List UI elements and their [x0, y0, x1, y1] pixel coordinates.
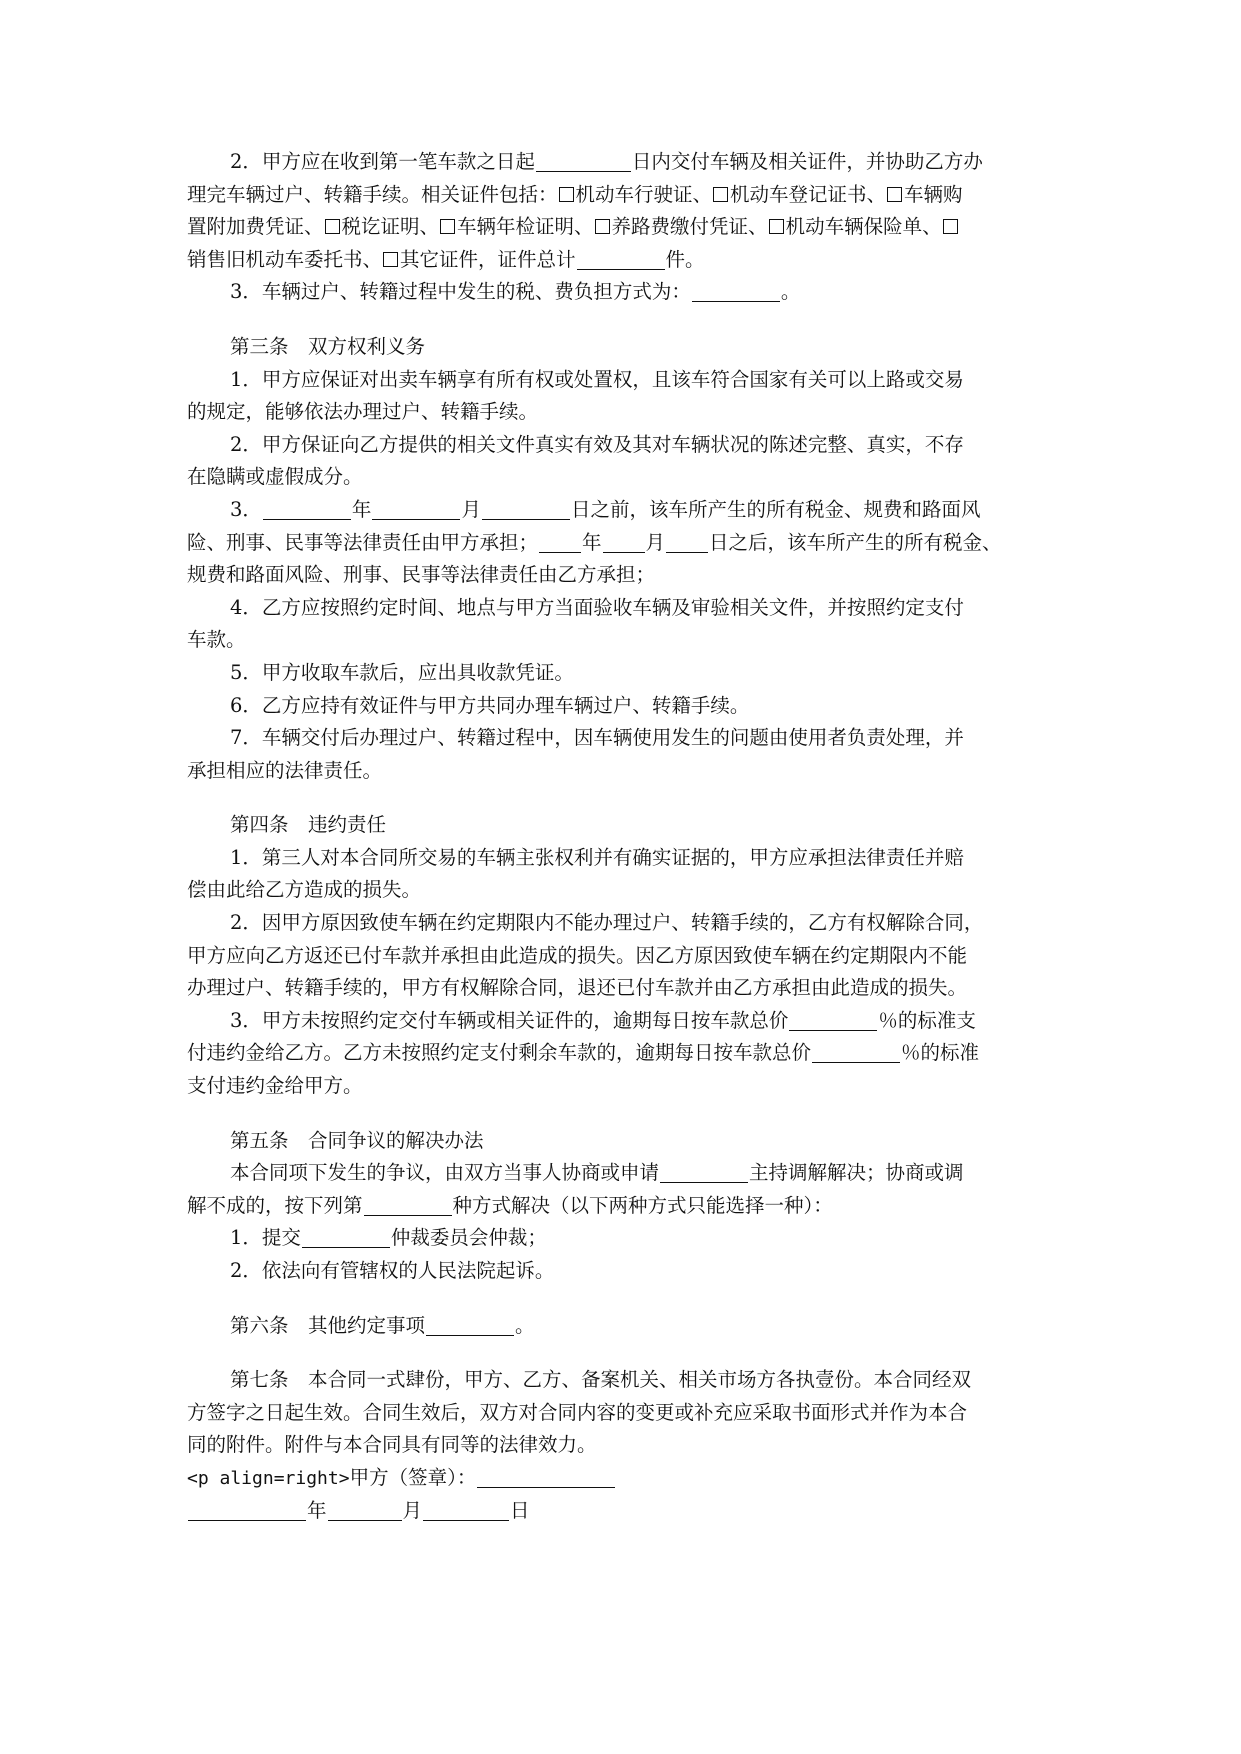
checkbox-purchase-tax[interactable] — [887, 187, 902, 202]
blank-year-2[interactable] — [539, 530, 581, 553]
clause-text: 1．提交 — [230, 1226, 301, 1250]
article-7-line2: 方签字之日起生效。合同生效后，双方对合同内容的变更或补充应采取书面形式并作为本合 — [187, 1400, 968, 1424]
clause-4-2-line2: 甲方应向乙方返还已付车款并承担由此造成的损失。因乙方原因致使车辆在约定期限内不能 — [187, 943, 968, 967]
clause-text: 年 — [351, 497, 372, 521]
checkbox-registration-cert[interactable] — [713, 187, 728, 202]
clause-2-2-line3 — [187, 211, 1057, 244]
blank-sign-day[interactable] — [423, 1498, 509, 1521]
checkbox-tax-cert[interactable] — [325, 219, 340, 234]
article-7-line3: 同的附件。附件与本合同具有同等的法律效力。 — [187, 1433, 597, 1457]
clause-text: 2．甲方应在收到第一笔车款之日起 — [230, 150, 535, 173]
clause-4-1-line1: 1．第三人对本合同所交易的车辆主张权利并有确实证据的，甲方应承担法律责任并赔 — [230, 845, 964, 869]
article-6 — [187, 1310, 1057, 1343]
blank-method-number[interactable] — [364, 1193, 452, 1216]
doc-label: 税讫证明、 — [341, 215, 440, 239]
clause-text: 第六条 其他约定事项 — [230, 1313, 426, 1337]
blank-penalty-rate-a[interactable] — [789, 1008, 877, 1031]
date-label: 月 — [402, 1498, 423, 1522]
clause-3-3-line3: 规费和路面风险、刑事、民事等法律责任由乙方承担； — [187, 563, 656, 587]
clause-text: 件。 — [665, 247, 705, 271]
clause-text: 解不成的，按下列第 — [187, 1193, 363, 1217]
clause-3-2-line1: 2．甲方保证向乙方提供的相关文件真实有效及其对车辆状况的陈述完整、真实，不存 — [230, 432, 964, 456]
clause-text: 日之前，该车所产生的所有税金、规费和路面风 — [570, 497, 981, 521]
doc-label: 机动车行驶证、 — [575, 182, 713, 206]
clause-5-option1 — [187, 1222, 1057, 1255]
clause-4-1-line2: 偿由此给乙方造成的损失。 — [187, 878, 422, 902]
clause-2-2-line2 — [187, 179, 1057, 212]
clause-3-6: 6．乙方应持有效证件与甲方共同办理车辆过户、转籍手续。 — [230, 693, 750, 717]
clause-3-3-line1 — [187, 494, 1057, 527]
clause-5-line1 — [187, 1157, 1057, 1190]
clause-text: 。 — [780, 280, 801, 304]
clause-text: 3．车辆过户、转籍过程中发生的税、费负担方式为： — [230, 280, 691, 304]
doc-label: 机动车登记证书、 — [730, 182, 887, 206]
clause-text: 月 — [461, 497, 481, 521]
clause-3-1-line1: 1．甲方应保证对出卖车辆享有所有权或处置权，且该车符合国家有关可以上路或交易 — [230, 367, 964, 391]
clause-text: 日之后，该车所产生的所有税金、 — [709, 530, 1002, 554]
blank-penalty-rate-b[interactable] — [812, 1040, 900, 1063]
blank-tax-method[interactable] — [692, 279, 780, 302]
clause-3-3-line2 — [187, 527, 1057, 560]
checkbox-driving-license[interactable] — [559, 187, 574, 202]
blank-sign-month[interactable] — [328, 1498, 402, 1521]
party-a-signature-blank[interactable] — [477, 1465, 615, 1488]
clause-3-7-line2: 承担相应的法律责任。 — [187, 758, 383, 782]
clause-text: 。 — [515, 1313, 535, 1337]
clause-text: 种方式解决（以下两种方式只能选择一种）： — [452, 1193, 833, 1217]
clause-4-3-line2 — [187, 1037, 1057, 1070]
blank-days[interactable] — [536, 149, 631, 172]
checkbox-annual-inspection[interactable] — [440, 219, 455, 234]
clause-4-3-line3: 支付违约金给甲方。 — [187, 1074, 363, 1098]
blank-doc-count[interactable] — [577, 247, 665, 270]
doc-label: 销售旧机动车委托书、 — [187, 247, 383, 271]
doc-label: 其它证件，证件总计 — [400, 247, 576, 271]
contract-page — [187, 146, 1057, 1527]
blank-sign-year[interactable] — [188, 1498, 306, 1521]
clause-4-2-line1: 2．因甲方原因致使车辆在约定期限内不能办理过户、转籍手续的，乙方有权解除合同， — [230, 911, 984, 935]
clause-5-option2: 2．依法向有管辖权的人民法院起诉。 — [230, 1259, 555, 1282]
blank-year[interactable] — [263, 497, 351, 520]
clause-text: 月 — [645, 530, 666, 554]
blank-month[interactable] — [372, 497, 460, 520]
date-label: 日 — [510, 1498, 530, 1522]
blank-month-2[interactable] — [603, 530, 645, 553]
doc-label: 车辆购 — [904, 182, 963, 206]
article-4-heading: 第四条 违约责任 — [230, 813, 387, 837]
blank-other-terms[interactable] — [426, 1313, 514, 1336]
checkbox-insurance[interactable] — [769, 219, 784, 234]
clause-3-7-line1: 7．车辆交付后办理过户、转籍过程中，因车辆使用发生的问题由使用者负责处理，并 — [230, 726, 964, 750]
blank-day[interactable] — [482, 497, 570, 520]
clause-text: 3． — [230, 497, 262, 521]
blank-arbitration-committee[interactable] — [302, 1225, 390, 1248]
clause-5-line2 — [187, 1190, 1057, 1223]
raw-html-tag: <p align=right> — [187, 1467, 350, 1489]
clause-text: 本合同项下发生的争议，由双方当事人协商或申请 — [230, 1161, 660, 1185]
clause-text: ％的标准 — [901, 1041, 980, 1065]
clause-2-2-line1 — [187, 146, 1057, 179]
clause-text: 主持调解解决；协商或调 — [749, 1161, 964, 1185]
clause-2-3 — [187, 276, 1057, 309]
doc-label: 养路费缴付凭证、 — [611, 215, 768, 239]
clause-text: 付违约金给乙方。乙方未按照约定支付剩余车款的，逾期每日按车款总价 — [187, 1041, 812, 1065]
article-5-heading: 第五条 合同争议的解决办法 — [230, 1128, 484, 1152]
date-label: 年 — [307, 1498, 327, 1522]
signature-line — [187, 1462, 1057, 1495]
clause-3-5: 5．甲方收取车款后，应出具收款凭证。 — [230, 660, 574, 684]
clause-3-1-line2: 的规定，能够依法办理过户、转籍手续。 — [187, 400, 539, 424]
signature-date-line — [187, 1495, 1057, 1528]
clause-text: 险、刑事、民事等法律责任由甲方承担； — [187, 530, 539, 554]
checkbox-road-fee[interactable] — [595, 219, 610, 234]
checkbox-other-docs[interactable] — [383, 252, 398, 267]
party-a-signature-label: 甲方（签章）： — [349, 1465, 477, 1489]
clause-4-2-line3: 办理过户、转籍手续的，甲方有权解除合同，退还已付车款并由乙方承担由此造成的损失。 — [187, 976, 968, 1000]
clause-text: 3．甲方未按照约定交付车辆或相关证件的，逾期每日按车款总价 — [230, 1008, 789, 1032]
clause-text: 理完车辆过户、转籍手续。相关证件包括： — [187, 182, 558, 206]
doc-label: 车辆年检证明、 — [457, 215, 594, 239]
checkbox-sale-commission[interactable] — [943, 219, 958, 234]
blank-mediator[interactable] — [660, 1160, 748, 1183]
article-3-heading: 第三条 双方权利义务 — [230, 334, 426, 358]
doc-label: 机动车辆保险单、 — [785, 215, 942, 239]
clause-3-4-line2: 车款。 — [187, 628, 246, 652]
clause-text: 日内交付车辆及相关证件，并协助乙方办 — [631, 150, 983, 173]
clause-text: 年 — [582, 530, 602, 554]
clause-3-2-line2: 在隐瞒或虚假成分。 — [187, 465, 363, 489]
clause-4-3-line1 — [187, 1005, 1057, 1038]
clause-text: 仲裁委员会仲裁； — [390, 1226, 547, 1250]
clause-2-2-line4 — [187, 244, 1057, 277]
clause-text: ％的标准支 — [878, 1008, 976, 1032]
article-7-line1: 第七条 本合同一式肆份，甲方、乙方、备案机关、相关市场方各执壹份。本合同经双 — [230, 1368, 972, 1392]
doc-label: 置附加费凭证、 — [187, 215, 324, 239]
clause-3-4-line1: 4．乙方应按照约定时间、地点与甲方当面验收车辆及审验相关文件，并按照约定支付 — [230, 595, 964, 619]
blank-day-2[interactable] — [666, 530, 708, 553]
